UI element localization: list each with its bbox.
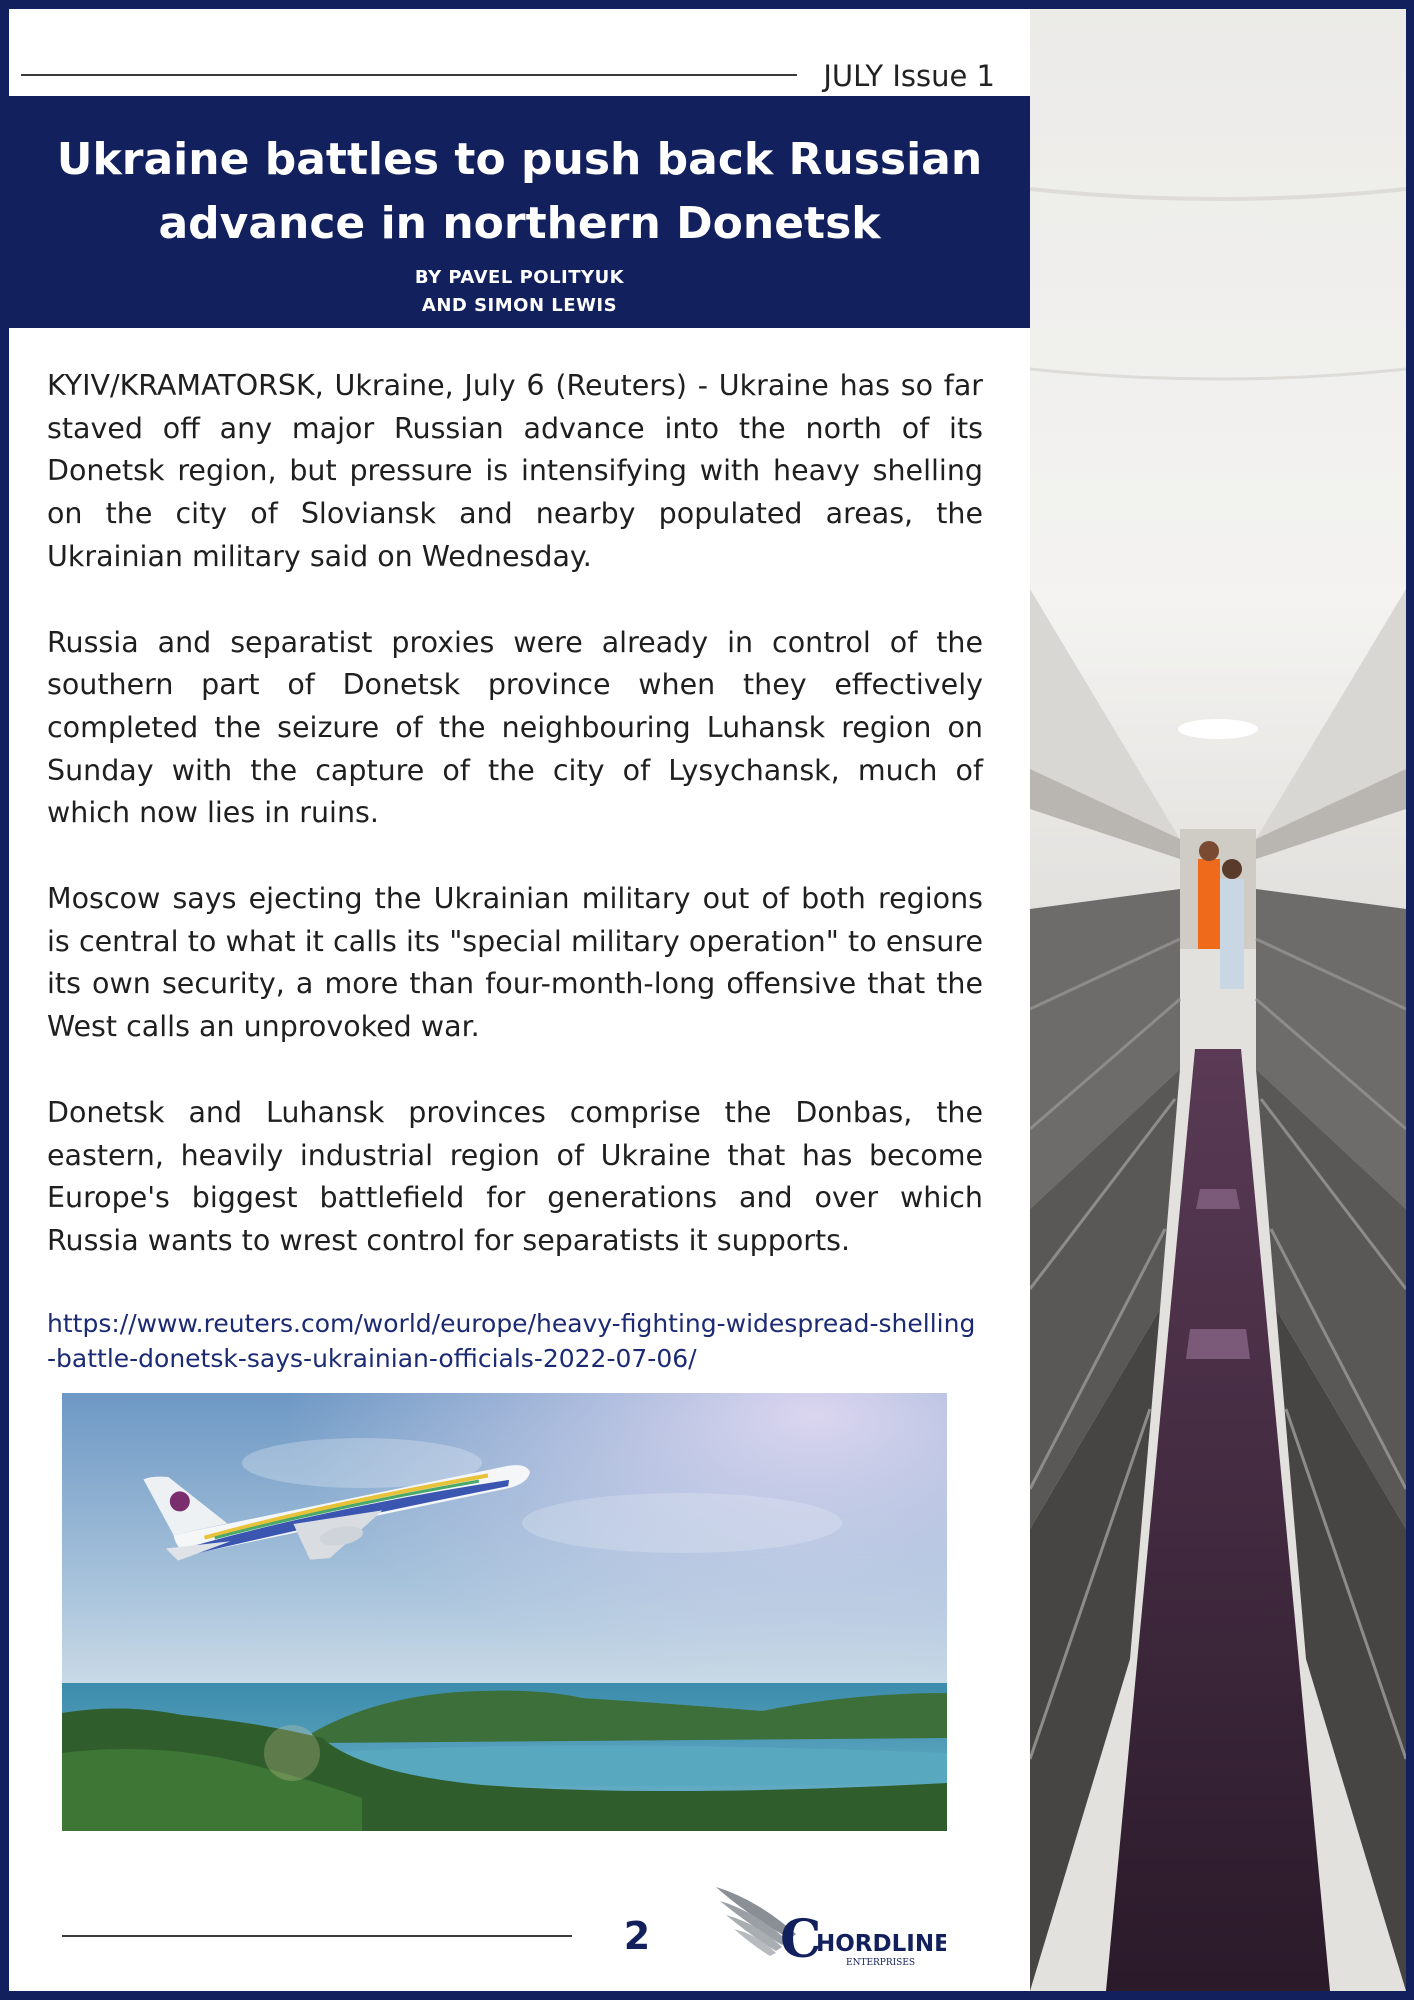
- newsletter-page: [9, 9, 1406, 1991]
- airplane-coast-photo: [62, 1393, 947, 1831]
- byline-line-1: BY PAVEL POLITYUK: [414, 267, 625, 288]
- logo-initial: C: [780, 1909, 822, 1969]
- issue-label: JULY Issue 1: [823, 59, 995, 93]
- logo-name: HORDLINE: [816, 1931, 946, 1957]
- airplane-cabin-illustration: [1030, 9, 1406, 1991]
- wing-logo-icon: [706, 1879, 946, 1969]
- article-paragraph-2: Russia and separatist proxies were already in control of the southern part of Donetsk province when they effectively completed the seizure of the neighbouring Luhansk region on Sunday with the capture of the city of Lysychansk, much of which now lies in ruins.: [47, 625, 983, 830]
- byline-line-2: AND SIMON LEWIS: [421, 295, 618, 316]
- page-number: 2: [623, 1914, 651, 1958]
- source-link[interactable]: https://www.reuters.com/world/europe/heavy-fighting-widespread-shelling-battle-donetsk-says-ukrainian-officials-2022-07-06/: [47, 1308, 976, 1373]
- airplane-cabin-photo: [1030, 9, 1406, 1991]
- article-paragraph-4: Donetsk and Luhansk provinces comprise the Donbas, the eastern, heavily industrial region of Ukraine that has become Europe's biggest battlefield for generations and over which Russia wants to wrest control for separatists it supports.: [47, 1095, 983, 1257]
- article-paragraph-1: KYIV/KRAMATORSK, Ukraine, July 6 (Reuters) - Ukraine has so far staved off any major Russian advance into the north of its Donetsk region, but pressure is intensifying with heavy shelling on the city of Sloviansk and nearby populated areas, the Ukrainian military said on Wednesday.: [47, 369, 983, 573]
- byline: [9, 264, 1030, 320]
- header-divider: [21, 74, 797, 76]
- article-paragraph-3: Moscow says ejecting the Ukrainian military out of both regions is central to what it calls its "special military operation" to ensure its own security, a more than four-month-long offensive that the West calls an unprovoked war.: [47, 882, 983, 1044]
- airplane-coast-illustration: [62, 1393, 947, 1831]
- article-title: Ukraine battles to push back Russian advance in northern Donetsk: [56, 134, 983, 249]
- article-body: [47, 365, 983, 1376]
- title-banner: [9, 96, 1030, 328]
- logo-tagline: ENTERPRISES: [846, 1958, 916, 1968]
- chordline-logo: [706, 1879, 946, 1969]
- footer-divider: [62, 1935, 572, 1937]
